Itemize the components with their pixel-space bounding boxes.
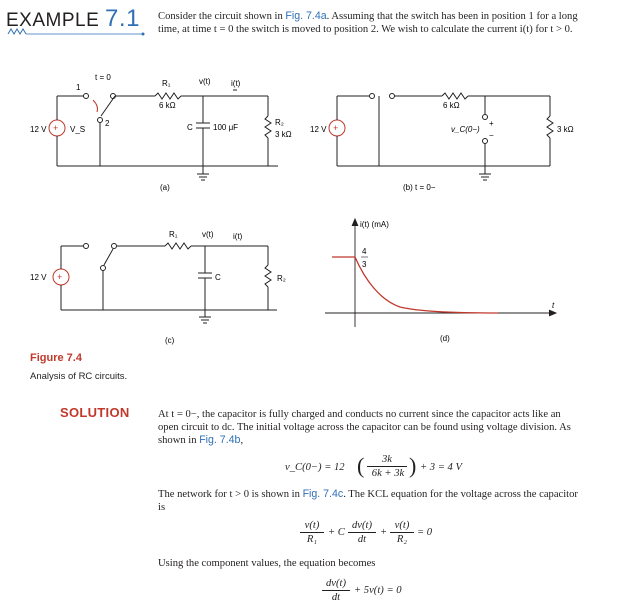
eq2-n3: v(t) bbox=[394, 520, 410, 531]
cap-name-a: C bbox=[187, 123, 193, 132]
heading-underline bbox=[6, 27, 146, 37]
sol-p2a: The network for t > 0 is shown in bbox=[158, 489, 303, 500]
example-label: EXAMPLE bbox=[6, 10, 100, 31]
vc-label-b: v_C(0−) bbox=[451, 125, 480, 134]
eq1-paren-close: ) bbox=[409, 453, 417, 478]
solution-paragraph-1 bbox=[158, 408, 578, 447]
plus-sign-c: + bbox=[57, 272, 63, 282]
pos2-a: 2 bbox=[105, 119, 110, 128]
plus-sign-a: + bbox=[53, 123, 59, 133]
minus-b: − bbox=[489, 131, 494, 140]
figure-title: Figure 7.4 bbox=[30, 352, 82, 364]
v-label-a: v(t) bbox=[199, 77, 211, 86]
figure-subtitle bbox=[30, 371, 127, 382]
source-value-c: 12 V bbox=[30, 273, 47, 282]
r2-value-b: 3 kΩ bbox=[557, 125, 574, 134]
cap-name-c: C bbox=[215, 273, 221, 282]
r2-value-a: 3 kΩ bbox=[275, 130, 292, 139]
solution-paragraph-3: Using the component values, the equation becomes bbox=[158, 558, 376, 569]
eq2-c: + C bbox=[328, 527, 345, 538]
eq2-n2: dv(t) bbox=[352, 520, 372, 531]
figure-b-circuit bbox=[305, 70, 605, 200]
eq1-den: 6k + 3k bbox=[371, 468, 405, 479]
current-curve bbox=[332, 257, 498, 313]
eq3-num: dv(t) bbox=[326, 578, 346, 589]
switch-time-a: t = 0 bbox=[95, 73, 111, 82]
tick-num-d: 4 bbox=[362, 247, 367, 256]
i-label-c: i(t) bbox=[233, 232, 243, 241]
plus-sign-b: + bbox=[333, 123, 339, 133]
pos1-a: 1 bbox=[76, 83, 81, 92]
figure-a-circuit bbox=[25, 70, 305, 200]
fig-ref-b[interactable]: Fig. 7.4b bbox=[199, 434, 241, 446]
r2-name-c: R₂ bbox=[277, 274, 286, 283]
source-name-a: V_S bbox=[70, 125, 86, 134]
eq2-d2: dt bbox=[357, 534, 367, 545]
r2-name-a: R₂ bbox=[275, 118, 284, 127]
source-value-a: 12 V bbox=[30, 125, 47, 134]
equation-1 bbox=[285, 453, 465, 483]
eq2-d3: R₂ bbox=[396, 534, 408, 545]
x-axis-label-d: t bbox=[552, 301, 555, 310]
y-axis-label-d: i(t) (mA) bbox=[360, 220, 389, 229]
solution-paragraph-2 bbox=[158, 488, 578, 514]
eq2-n1: v(t) bbox=[304, 520, 320, 531]
eq1-lhs: v_C(0−) = 12 bbox=[285, 462, 345, 473]
fig-ref-c[interactable]: Fig. 7.4c bbox=[302, 488, 344, 500]
intro-paragraph bbox=[158, 10, 578, 36]
example-number: 7.1 bbox=[105, 5, 140, 32]
eq2-d1: R₁ bbox=[306, 534, 318, 545]
r1-value-a: 6 kΩ bbox=[159, 101, 176, 110]
source-value-b: 12 V bbox=[310, 125, 327, 134]
eq3-den: dt bbox=[331, 592, 341, 603]
solution-heading: SOLUTION bbox=[60, 405, 130, 420]
i-label-a: i(t) bbox=[231, 79, 241, 88]
eq3-rhs: + 5v(t) = 0 bbox=[354, 585, 402, 596]
cap-value-a: 100 μF bbox=[213, 123, 239, 132]
eq1-rhs: + 3 = 4 V bbox=[420, 462, 462, 473]
figure-d-graph bbox=[320, 215, 580, 345]
r1-value-b: 6 kΩ bbox=[443, 101, 460, 110]
v-label-c: v(t) bbox=[202, 230, 214, 239]
tick-den-d: 3 bbox=[362, 260, 367, 269]
figure-c-circuit bbox=[25, 225, 310, 350]
eq1-num: 3k bbox=[382, 454, 392, 465]
r1-name-a: R₁ bbox=[162, 79, 171, 88]
sol-p1a: At t = 0−, the capacitor is fully charged and conducts no current since the capacitor acts like an open circuit to dc. The initial voltage across the capacitor can be found using voltage division. As shown in bbox=[158, 409, 571, 446]
eq2-rhs: = 0 bbox=[417, 527, 433, 538]
caption-c: (c) bbox=[165, 336, 175, 345]
plus-b: + bbox=[489, 119, 494, 128]
figure-subtitle-text: Analysis of RC circuits. bbox=[30, 371, 128, 382]
sol-p1b: , bbox=[240, 435, 244, 446]
caption-d: (d) bbox=[440, 334, 450, 343]
caption-a: (a) bbox=[160, 183, 170, 192]
r1-name-c: R₁ bbox=[169, 230, 178, 239]
equation-2 bbox=[300, 520, 440, 548]
intro-text-2: . Assuming that the switch has been in position 1 for a long time, at time t = 0 the switch is moved to position 2. We wish to calculate the current i(t) for t > 0. bbox=[158, 11, 578, 35]
intro-text-1: Consider the circuit shown in bbox=[158, 11, 286, 22]
eq1-paren-open: ( bbox=[357, 453, 365, 478]
equation-3 bbox=[322, 578, 422, 606]
eq2-plus: + bbox=[380, 527, 388, 538]
sol-p2b: . The KCL equation for the voltage across the capacitor is bbox=[158, 489, 578, 513]
caption-b: (b) t = 0− bbox=[403, 183, 436, 192]
fig-ref-a[interactable]: Fig. 7.4a bbox=[285, 10, 327, 22]
